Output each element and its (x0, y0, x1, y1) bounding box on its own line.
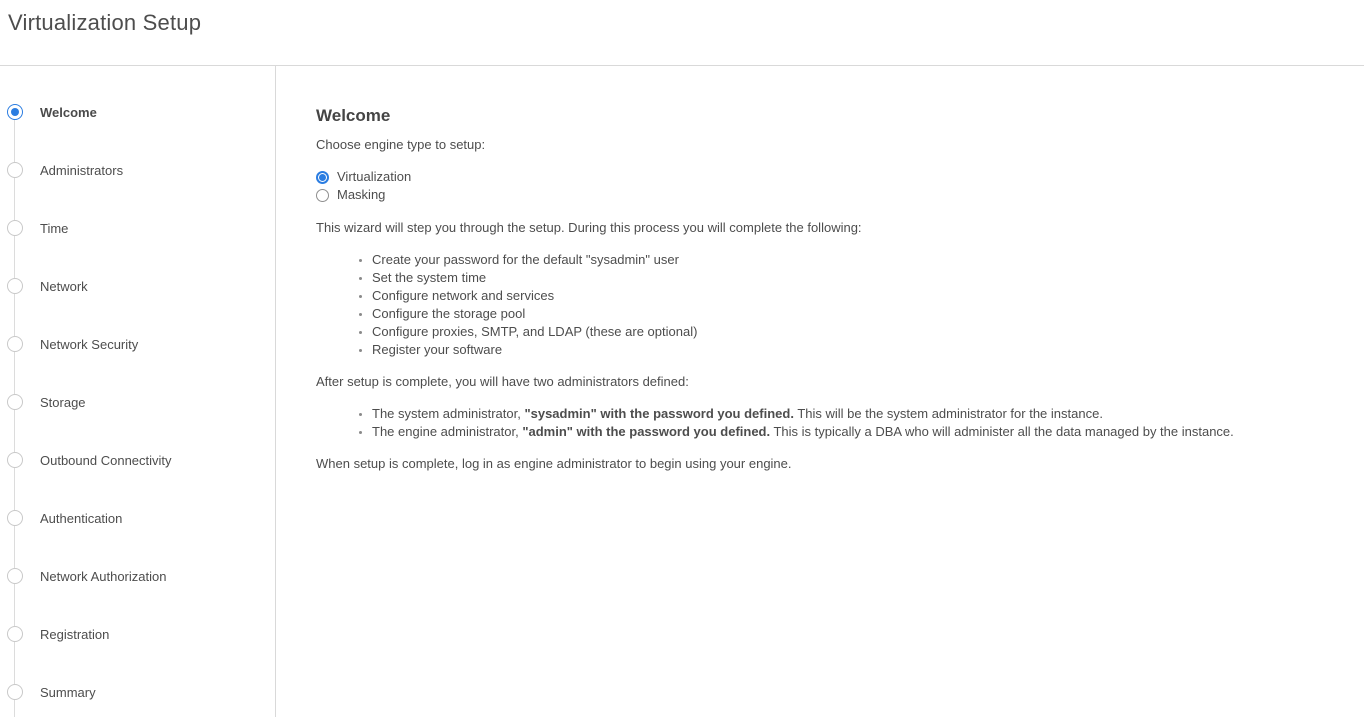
wizard-steps-sidebar (0, 66, 276, 717)
step-radio-icon (7, 278, 23, 294)
step-label: Time (40, 220, 69, 236)
step-radio-icon (7, 568, 23, 584)
radio-unchecked-icon[interactable] (316, 189, 329, 202)
virtualization-radio-label: Virtualization (337, 169, 412, 184)
step-radio-icon (7, 104, 23, 120)
sidebar-step-authentication[interactable] (0, 489, 275, 547)
list-item: • Configure proxies, SMTP, and LDAP (these are optional) (372, 323, 1324, 341)
step-radio-icon (7, 626, 23, 642)
sidebar-step-network-security[interactable] (0, 315, 275, 373)
outro-text: When setup is complete, log in as engine administrator to begin using your engine. (316, 456, 792, 471)
step-label: Network Security (40, 336, 139, 352)
list-item: • Register your software (372, 341, 1324, 359)
page-title: Virtualization Setup (8, 10, 202, 35)
sidebar-step-storage[interactable] (0, 373, 275, 431)
list-item: • Configure the storage pool (372, 305, 1324, 323)
step-label: Welcome (40, 104, 97, 120)
list-item: • Configure network and services (372, 287, 1324, 305)
masking-radio-label: Masking (337, 187, 386, 202)
sidebar-step-network-authorization[interactable] (0, 547, 275, 605)
step-radio-icon (7, 452, 23, 468)
step-label: Network (40, 278, 88, 294)
setup-tasks-list (316, 251, 1324, 359)
step-label: Summary (40, 684, 96, 700)
sidebar-step-welcome[interactable] (0, 83, 275, 141)
content-heading: Welcome (316, 106, 391, 125)
admin-prefix: The engine administrator, (372, 424, 523, 439)
step-label: Administrators (40, 162, 124, 178)
step-label: Outbound Connectivity (40, 452, 172, 468)
admins-intro-text: After setup is complete, you will have two administrators defined: (316, 374, 689, 389)
step-radio-icon (7, 336, 23, 352)
engine-type-radio-group (316, 168, 1324, 204)
step-label: Storage (40, 394, 86, 410)
radio-checked-icon[interactable] (316, 171, 329, 184)
step-radio-icon (7, 510, 23, 526)
wizard-intro-text: This wizard will step you through the setup. During this process you will complete the following: (316, 220, 862, 235)
sidebar-step-time[interactable] (0, 199, 275, 257)
choose-engine-label: Choose engine type to setup: (316, 137, 486, 152)
step-radio-icon (7, 684, 23, 700)
admin-bold: "admin" with the password you defined. (522, 424, 771, 439)
header (0, 0, 1364, 66)
admin-bold: "sysadmin" with the password you defined. (524, 406, 794, 421)
sidebar-step-network[interactable] (0, 257, 275, 315)
step-radio-icon (7, 162, 23, 178)
step-label: Registration (40, 626, 110, 642)
administrators-list (316, 405, 1324, 441)
main-content (276, 66, 1364, 717)
sidebar-step-registration[interactable] (0, 605, 275, 663)
step-radio-icon (7, 220, 23, 236)
sidebar-step-summary[interactable] (0, 663, 275, 717)
list-item (372, 405, 1324, 423)
virtualization-radio-option[interactable] (316, 168, 1324, 186)
list-item: • Create your password for the default "sysadmin" user (372, 251, 1324, 269)
layout (0, 66, 1364, 717)
list-item (372, 423, 1324, 441)
admin-suffix: This will be the system administrator for the instance. (793, 406, 1103, 421)
step-label: Network Authorization (40, 568, 167, 584)
masking-radio-option[interactable] (316, 186, 1324, 204)
sidebar-step-administrators[interactable] (0, 141, 275, 199)
list-item: • Set the system time (372, 269, 1324, 287)
step-label: Authentication (40, 510, 123, 526)
step-radio-icon (7, 394, 23, 410)
admin-suffix: This is typically a DBA who will administer all the data managed by the instance. (770, 424, 1234, 439)
sidebar-step-outbound-connectivity[interactable] (0, 431, 275, 489)
admin-prefix: The system administrator, (372, 406, 525, 421)
